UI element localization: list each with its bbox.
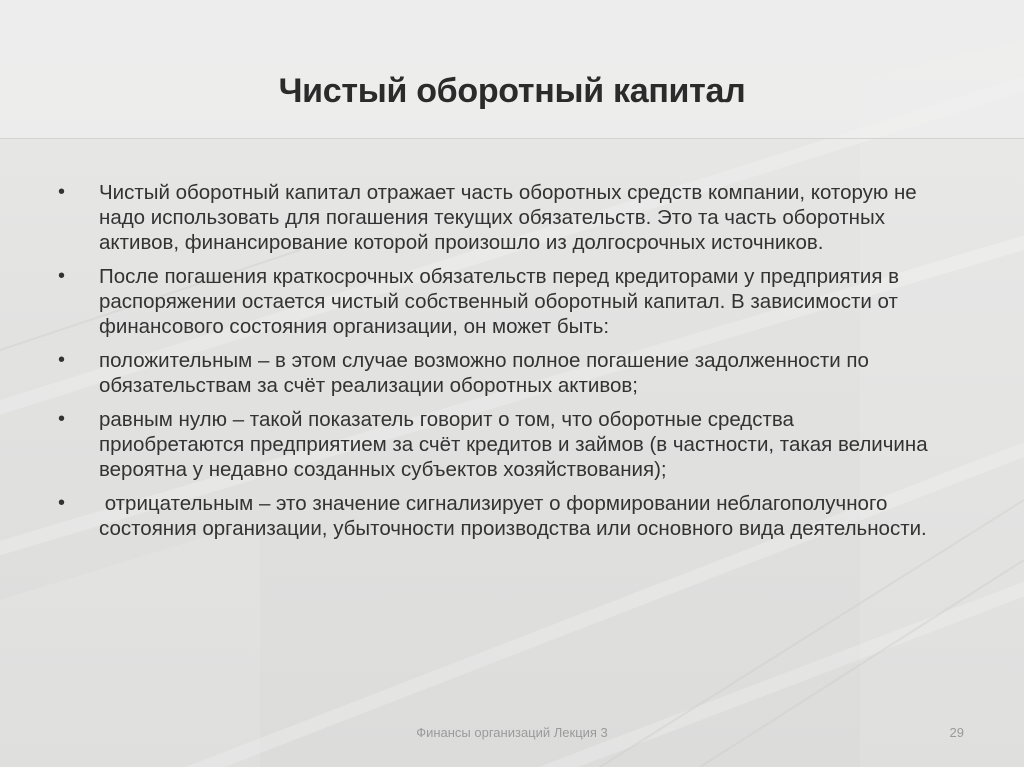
bullet-item xyxy=(58,491,938,541)
bullet-text: После погашения краткосрочных обязательств перед кредиторами у предприятия в распоряжении остается чистый собственный оборотный капитал. В зависимости от финансового состояния организации, он может быть: xyxy=(99,265,900,338)
bullet-item xyxy=(58,180,938,255)
bullet-item xyxy=(58,264,938,339)
bullet-item xyxy=(58,407,938,482)
bullet-text: положительным – в этом случае возможно полное погашение задолженности по обязательствам за счёт реализации оборотных активов; xyxy=(99,349,869,397)
bullet-text: равным нулю – такой показатель говорит о том, что оборотные средства приобретаются предприятием за счёт кредитов и займов (в частности, такая величина вероятна у недавно созданных субъектов хозяйствования); xyxy=(99,408,928,481)
bullet-icon: • xyxy=(58,408,66,430)
title-band xyxy=(0,0,1024,139)
slide-footer: Финансы организаций Лекция 3 xyxy=(416,725,608,740)
bullet-icon: • xyxy=(58,492,66,514)
bullet-text: отрицательным – это значение сигнализирует о формировании неблагополучного состояния организации, убыточности производства или основного вида деятельности. xyxy=(99,492,927,540)
bullet-text: Чистый оборотный капитал отражает часть оборотных средств компании, которую не надо использовать для погашения текущих обязательств. Это та часть оборотных активов, финансирование которой произошло из долгосрочных источников. xyxy=(99,181,917,254)
bullet-icon: • xyxy=(58,181,66,203)
page-number: 29 xyxy=(949,725,964,740)
bullet-item xyxy=(58,348,938,398)
bullet-icon: • xyxy=(58,265,66,287)
bullet-icon: • xyxy=(58,349,66,371)
bullet-list xyxy=(58,180,938,550)
slide-title: Чистый оборотный капитал xyxy=(278,72,746,110)
